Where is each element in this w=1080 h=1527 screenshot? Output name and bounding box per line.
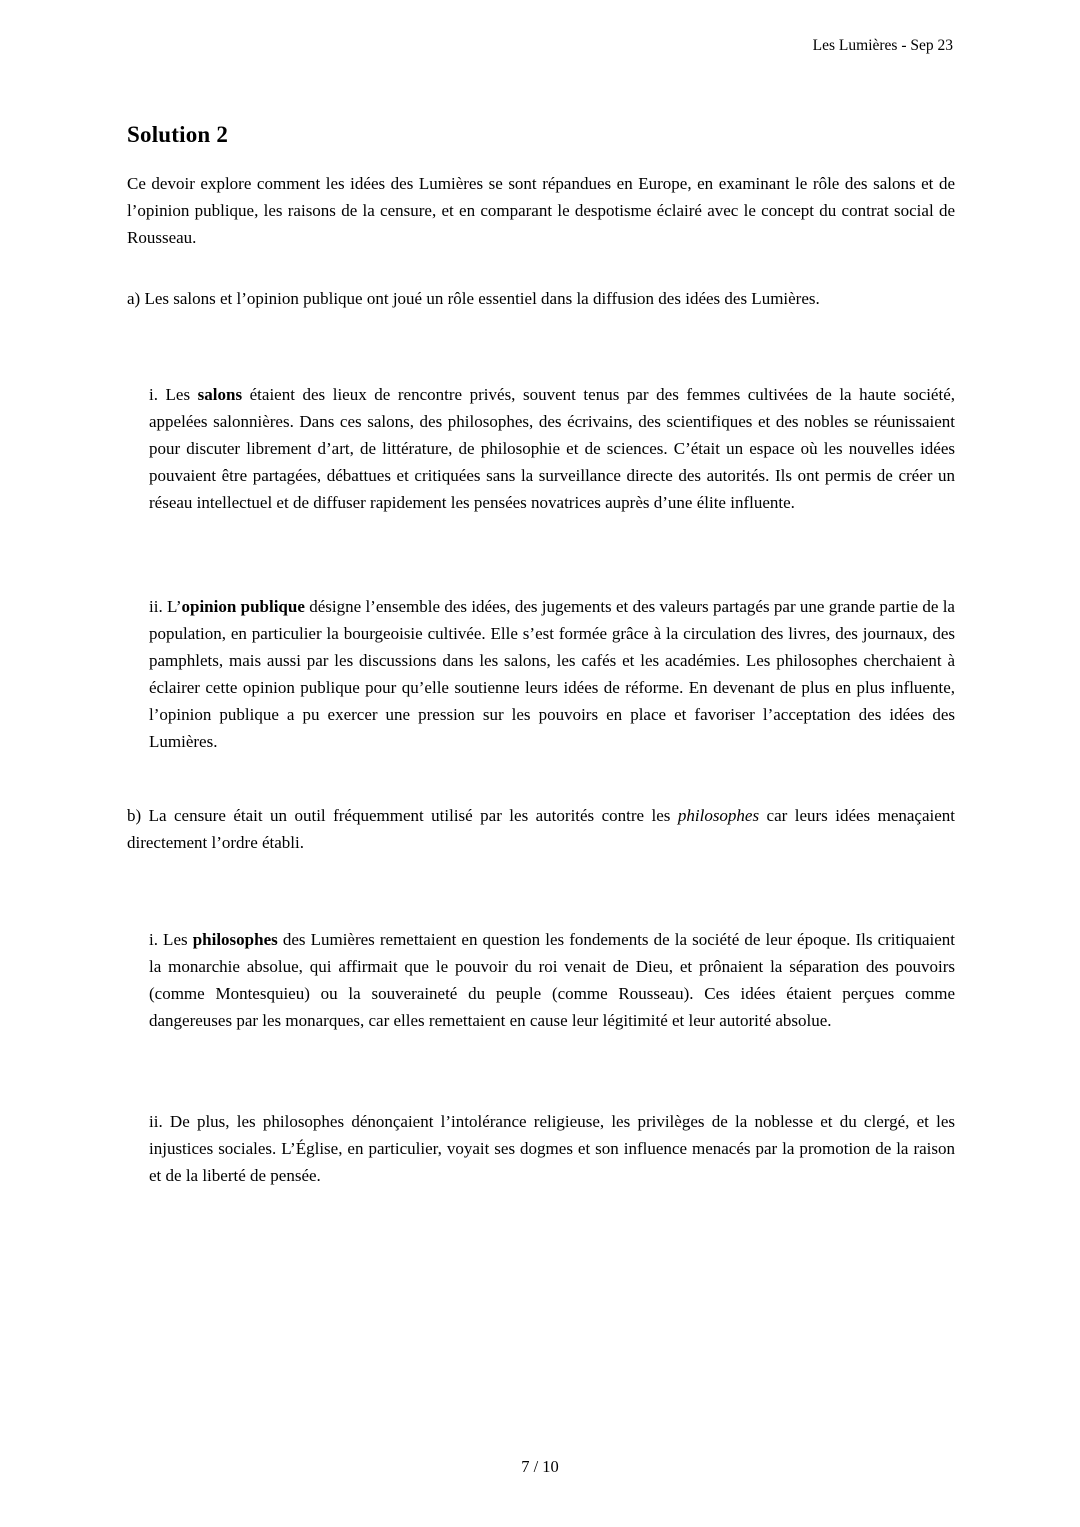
- text-segment: philosophes: [677, 806, 760, 825]
- text-segment: i. Les: [149, 930, 193, 949]
- page-number: 7 / 10: [521, 1457, 559, 1476]
- text-segment: car leurs idées menaçaient directement l’ordre établi.: [127, 806, 956, 852]
- text-segment: Ce devoir explore comment les idées des Lumières se sont répandues en Europe, en examinant le rôle des salons et de l’opinion publique, les raisons de la censure, et en comparant le despotisme éclairé avec le concept du contrat social de Rousseau.: [127, 174, 955, 247]
- text-segment: a) Les salons et l’opinion publique ont joué un rôle essentiel dans la diffusion des idées des Lumières.: [127, 289, 820, 308]
- text-segment: i. Les: [149, 385, 198, 404]
- part-b-item-i: [127, 926, 955, 1034]
- text-segment: étaient des lieux de rencontre privés, souvent tenus par des femmes cultivées de la haute société, appelées salonnières. Dans ces salons, des philosophes, des écrivains, des scientifiques et des nobles se réunissaient pour discuter librement d’art, de littérature, de philosophie et de sciences. C’était un espace où les nouvelles idées pouvaient être partagées, débattues et critiquées sans la surveillance directe des autorités. Ils ont permis de créer un réseau intellectuel et de diffuser rapidement les pensées novatrices auprès d’une élite influente.: [149, 385, 955, 512]
- solution-title: Solution 2: [127, 122, 229, 147]
- text-segment: b) La censure était un outil fréquemment utilisé par les autorités contre les: [127, 806, 678, 825]
- running-header: Les Lumières - Sep 23: [812, 37, 953, 54]
- text-segment: salons: [197, 385, 243, 404]
- part-b-item-ii: [127, 1108, 955, 1189]
- text-segment: opinion publique: [181, 597, 305, 616]
- text-segment: des Lumières remettaient en question les fondements de la société de leur époque. Ils critiquaient la monarchie absolue, qui affirmait que le pouvoir du roi venait de Dieu, et prônaient la séparation des pouvoirs (comme Montesquieu) ou la souveraineté du peuple (comme Rousseau). Ces idées étaient perçues comme dangereuses par les monarques, car elles remettaient en cause leur légitimité et leur autorité absolue.: [149, 930, 955, 1030]
- part-b-lead: [127, 802, 955, 856]
- part-a-lead: [127, 285, 955, 312]
- page-content: [127, 122, 955, 1189]
- intro-paragraph: [127, 170, 955, 251]
- text-segment: philosophes: [192, 930, 278, 949]
- part-a-item-i: [127, 381, 955, 516]
- part-a-item-ii: [127, 593, 955, 755]
- text-segment: désigne l’ensemble des idées, des jugements et des valeurs partagés par une grande partie de la population, en particulier la bourgeoisie cultivée. Elle s’est formée grâce à la circulation des livres, des journaux, des pamphlets, mais aussi par les discussions dans les salons, les cafés et les académies. Les philosophes cherchaient à éclairer cette opinion publique pour qu’elle soutienne leurs idées de réforme. En devenant de plus en plus influente, l’opinion publique a pu exercer une pression sur les pouvoirs en place et favoriser l’acceptation des idées des Lumières.: [149, 597, 955, 751]
- text-segment: ii. L’: [149, 597, 182, 616]
- text-segment: ii. De plus, les philosophes dénonçaient l’intolérance religieuse, les privilèges de la noblesse et du clergé, et les injustices sociales. L’Église, en particulier, voyait ses dogmes et son influence menacés par la promotion de la raison et de la liberté de pensée.: [149, 1112, 955, 1185]
